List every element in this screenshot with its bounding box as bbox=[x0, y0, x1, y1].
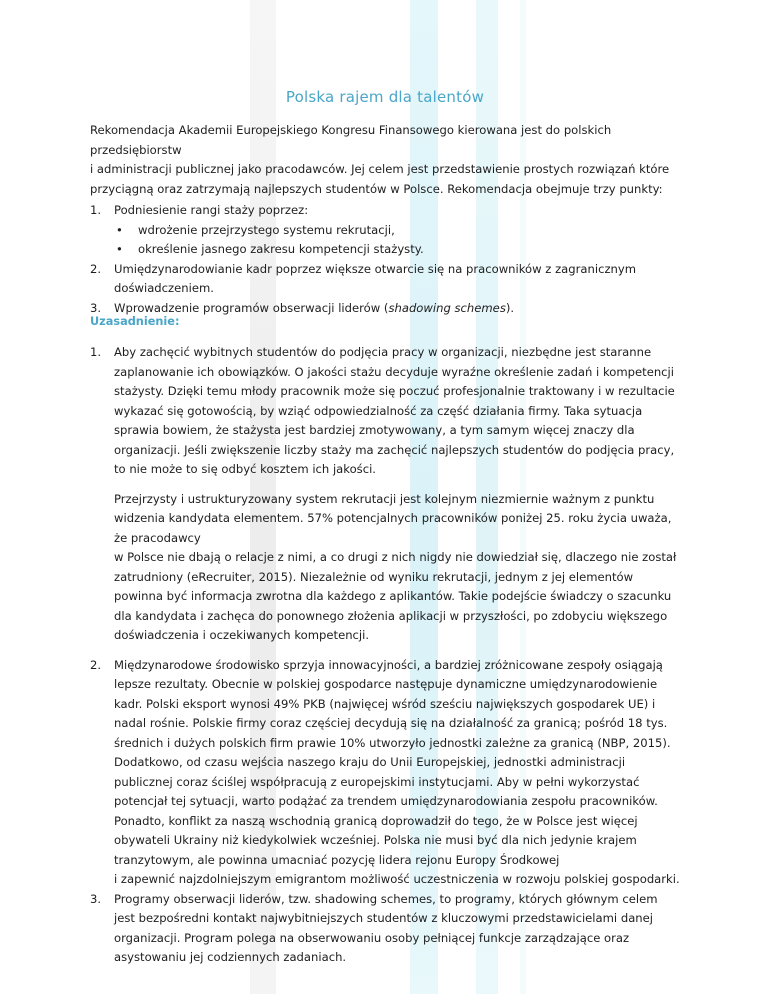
bullet-item bbox=[90, 240, 680, 260]
recommendation-item-1 bbox=[90, 201, 680, 221]
justification-item-1 bbox=[90, 343, 680, 480]
justification-heading: Uzasadnienie: bbox=[90, 315, 180, 328]
bullet-icon: • bbox=[116, 242, 123, 256]
justification-list bbox=[90, 343, 680, 968]
justification-paragraph: i zapewnić najzdolniejszym emigrantom możliwość uczestniczenia w rozwoju polskiej gospodarki. bbox=[114, 872, 680, 886]
bullet-text: wdrożenie przejrzystego systemu rekrutacji, bbox=[138, 222, 395, 237]
bullet-icon: • bbox=[116, 222, 123, 237]
justification-paragraph: Przejrzysty i ustrukturyzowany system rekrutacji jest kolejnym niezmiernie ważnym z punktu widzenia kandydata elementem. 57% potencjalnych pracowników poniżej 25. roku życia uważa, że pracodawcy bbox=[114, 491, 672, 545]
justification-paragraph: w Polsce nie dbają o relacje z nimi, a co drugi z nich nigdy nie dowiedział się, dlaczego nie został zatrudniony (eRecruiter, 2015). Niezależnie od wyniku rekrutacji, jednym z jej elementów powinna być informacja zwrotna dla każdego z aplikantów. Takie podejście świadczy o szacunku dla kandydata i zachęca do ponownego złożenia aplikacji w przyszłości, po zdobyciu większego doświadczenia i oczekiwanych kompetencji. bbox=[114, 550, 677, 642]
list-number: 2. bbox=[90, 657, 102, 672]
justification-paragraph: Programy obserwacji liderów, tzw. shadowing schemes, to programy, których głównym celem jest bezpośredni kontakt najwybitniejszych studentów z kluczowymi przedstawicielami danej organizacji. Program polega na obserwowaniu osoby pełniącej funkcje zarządzające oraz asystowaniu jej codziennych zadaniach. bbox=[114, 891, 658, 964]
bullet-text: określenie jasnego zakresu kompetencji stażysty. bbox=[138, 242, 424, 256]
list-number: 1. bbox=[90, 203, 102, 217]
recommendation-text: Umiędzynarodowianie kadr poprzez większe otwarcie się na pracowników z zagranicznym doświadczeniem. bbox=[114, 261, 637, 295]
recommendation-item-2 bbox=[90, 260, 680, 299]
recommendation-text-italic: shadowing schemes bbox=[388, 300, 506, 315]
bullet-item bbox=[90, 221, 680, 241]
justification-paragraph: Aby zachęcić wybitnych studentów do podjęcia pracy w organizacji, niezbędne jest staranne zaplanowanie ich obowiązków. O jakości stażu decyduje wyraźne określenie zadań i kompetencji stażysty. Dzięki temu młody pracownik może się poczuć profesjonalnie traktowany i w rezultacie wykazać się gotowością, by wziąć odpowiedzialność za część działania firmy. Taka sytuacja sprawia bowiem, że stażysta jest bardziej zmotywowany, a tym samym więcej znaczy dla organizacji. Jeśli zwiększenie liczby staży ma zachęcić najlepszych studentów do podjęcia pracy, to nie może to się odbyć kosztem ich jakości. bbox=[114, 345, 675, 476]
justification-item-3 bbox=[90, 890, 680, 968]
intro-line-1: Rekomendacja Akademii Europejskiego Kongresu Finansowego kierowana jest do polskich przedsiębiorstw bbox=[90, 123, 612, 157]
intro-paragraph bbox=[90, 121, 680, 199]
list-number: 3. bbox=[90, 300, 102, 315]
justification-paragraph: Międzynarodowe środowisko sprzyja innowacyjności, a bardziej zróżnicowane zespoły osiągają lepsze rezultaty. Obecnie w polskiej gospodarce następuje dynamiczne umiędzynarodowienie kadr. Polski eksport wynosi 49% PKB (najwięcej wśród sześciu największych gospodarek UE) i nadal rośnie. Polskie firmy coraz częściej decydują się na działalność za granicą; pośród 18 tys. średnich i dużych polskich firm prawie 10% utworzyło jednostki zależne za granicą (NBP, 2015). Dodatkowo, od czasu wejścia naszego kraju do Unii Europejskiej, jednostki administracji publicznej coraz ściślej współpracują z europejskimi instytucjami. Aby w pełni wykorzystać potencjał tej sytuacji, warto podążać za trendem umiędzynarodowiania zespołu pracowników. Ponadto, konflikt za naszą wschodnią granicą doprowadził do tego, że w Polsce jest więcej obywateli Ukrainy niż kiedykolwiek wcześniej. Polska nie musi być dla nich jedynie krajem tranzytowym, ale powinna umacniać pozycję lidera rejonu Europy Środkowej bbox=[114, 657, 671, 867]
list-number: 3. bbox=[90, 891, 102, 906]
list-number: 1. bbox=[90, 345, 102, 359]
recommendations-list bbox=[90, 201, 680, 318]
intro-line-2: i administracji publicznej jako pracodawców. Jej celem jest przedstawienie prostych rozwiązań które przyciągną oraz zatrzymają najlepszych studentów w Polsce. Rekomendacja obejmuje trzy punkty: bbox=[90, 162, 670, 196]
recommendation-text: Podniesienie rangi staży poprzez: bbox=[114, 203, 309, 217]
justification-item-2 bbox=[90, 656, 680, 890]
justification-subparagraph bbox=[90, 490, 680, 646]
list-number: 2. bbox=[90, 261, 102, 276]
recommendation-text-end: ). bbox=[505, 300, 515, 315]
recommendation-text: Wprowadzenie programów obserwacji liderów ( bbox=[114, 300, 389, 315]
document-title: Polska rajem dla talentów bbox=[285, 88, 485, 106]
